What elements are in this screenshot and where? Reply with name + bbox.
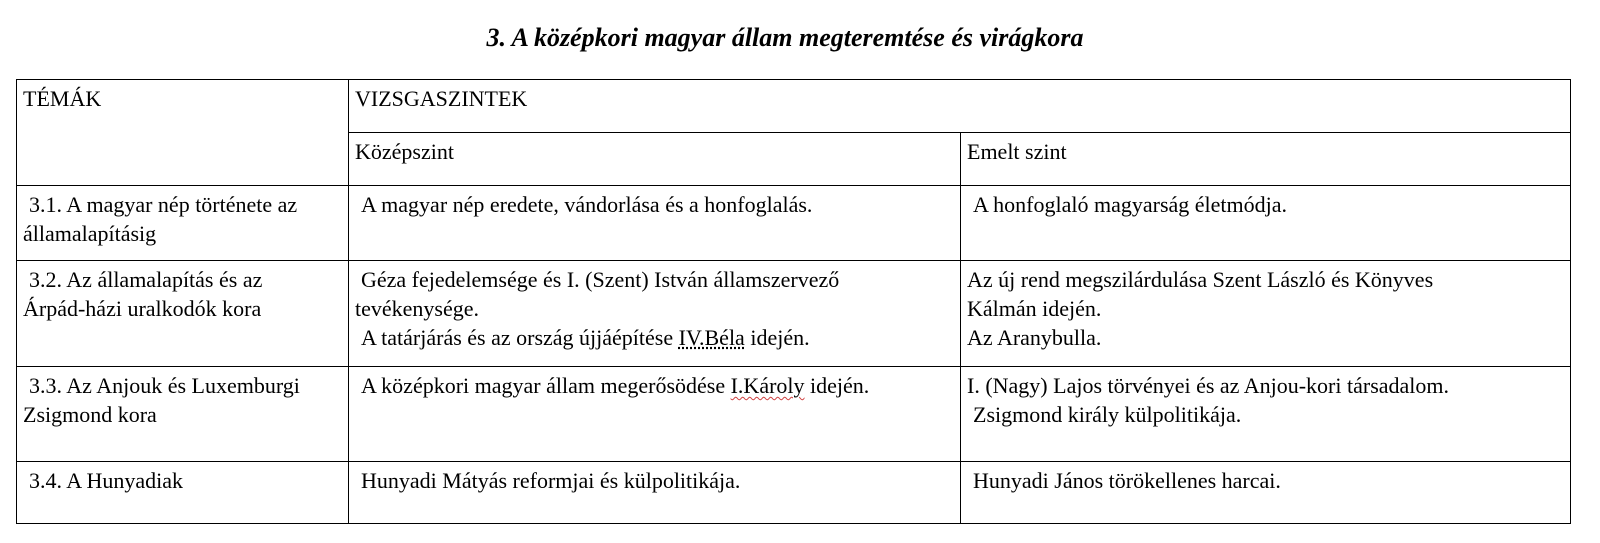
mid-level-text: A magyar nép eredete, vándorlása és a honfoglalás. — [361, 192, 813, 217]
advanced-level-text: Zsigmond király külpolitikája. — [973, 402, 1242, 427]
topic-text: 3.1. A magyar nép története az — [29, 192, 298, 217]
advanced-level-cell — [961, 186, 1571, 261]
advanced-level-text: Kálmán idején. — [967, 296, 1102, 321]
topic-text: 3.4. A Hunyadiak — [29, 468, 183, 493]
mid-level-text: tevékenysége. — [355, 296, 479, 321]
advanced-level-text: I. (Nagy) Lajos törvényei és az Anjou-kori társadalom. — [967, 373, 1450, 398]
mid-level-text: Hunyadi Mátyás reformjai és külpolitikája. — [361, 468, 741, 493]
topics-header: TÉMÁK — [17, 80, 349, 186]
topic-cell — [17, 462, 349, 524]
mid-level-cell — [349, 462, 961, 524]
topic-cell — [17, 261, 349, 367]
exam-levels-header: VIZSGASZINTEK — [349, 80, 1571, 133]
advanced-level-cell — [961, 261, 1571, 367]
advanced-level-text: Az új rend megszilárdulása Szent László és Könyves — [967, 267, 1434, 292]
table-row — [17, 367, 1571, 462]
topic-text: 3.3. Az Anjouk és Luxemburgi — [29, 373, 300, 398]
topic-cell — [17, 367, 349, 462]
mid-level-header: Középszint — [349, 133, 961, 186]
mid-level-cell — [349, 261, 961, 367]
mid-level-cell — [349, 186, 961, 261]
document-title: 3. A középkori magyar állam megteremtése és virágkora — [486, 23, 1084, 52]
advanced-level-cell — [961, 462, 1571, 524]
mid-level-text: A tatárjárás és az ország újjáépítése — [361, 325, 674, 350]
topic-text: államalapításig — [23, 221, 157, 246]
mid-level-text-line — [355, 323, 954, 352]
mid-level-text: A középkori magyar állam megerősödése — [361, 373, 726, 398]
topic-text: Árpád-házi uralkodók kora — [23, 296, 262, 321]
table-header-row — [17, 80, 1571, 133]
syllabus-table — [16, 79, 1571, 524]
table-row — [17, 186, 1571, 261]
advanced-level-text: Hunyadi János törökellenes harcai. — [973, 468, 1281, 493]
advanced-level-text: A honfoglaló magyarság életmódja. — [973, 192, 1288, 217]
advanced-level-header: Emelt szint — [961, 133, 1571, 186]
king-name: IV.Béla — [678, 325, 745, 350]
advanced-level-text: Az Aranybulla. — [967, 325, 1102, 350]
mid-level-text-line — [355, 371, 954, 400]
mid-level-text: Géza fejedelemsége és I. (Szent) István államszervező — [361, 267, 840, 292]
topic-text: Zsigmond kora — [23, 402, 157, 427]
advanced-level-cell — [961, 367, 1571, 462]
mid-level-text: idején. — [750, 325, 810, 350]
table-row — [17, 261, 1571, 367]
mid-level-cell — [349, 367, 961, 462]
table-row — [17, 462, 1571, 524]
topic-text: 3.2. Az államalapítás és az — [29, 267, 263, 292]
king-name: I.Károly — [730, 373, 805, 398]
mid-level-text: idején. — [810, 373, 870, 398]
topic-cell — [17, 186, 349, 261]
